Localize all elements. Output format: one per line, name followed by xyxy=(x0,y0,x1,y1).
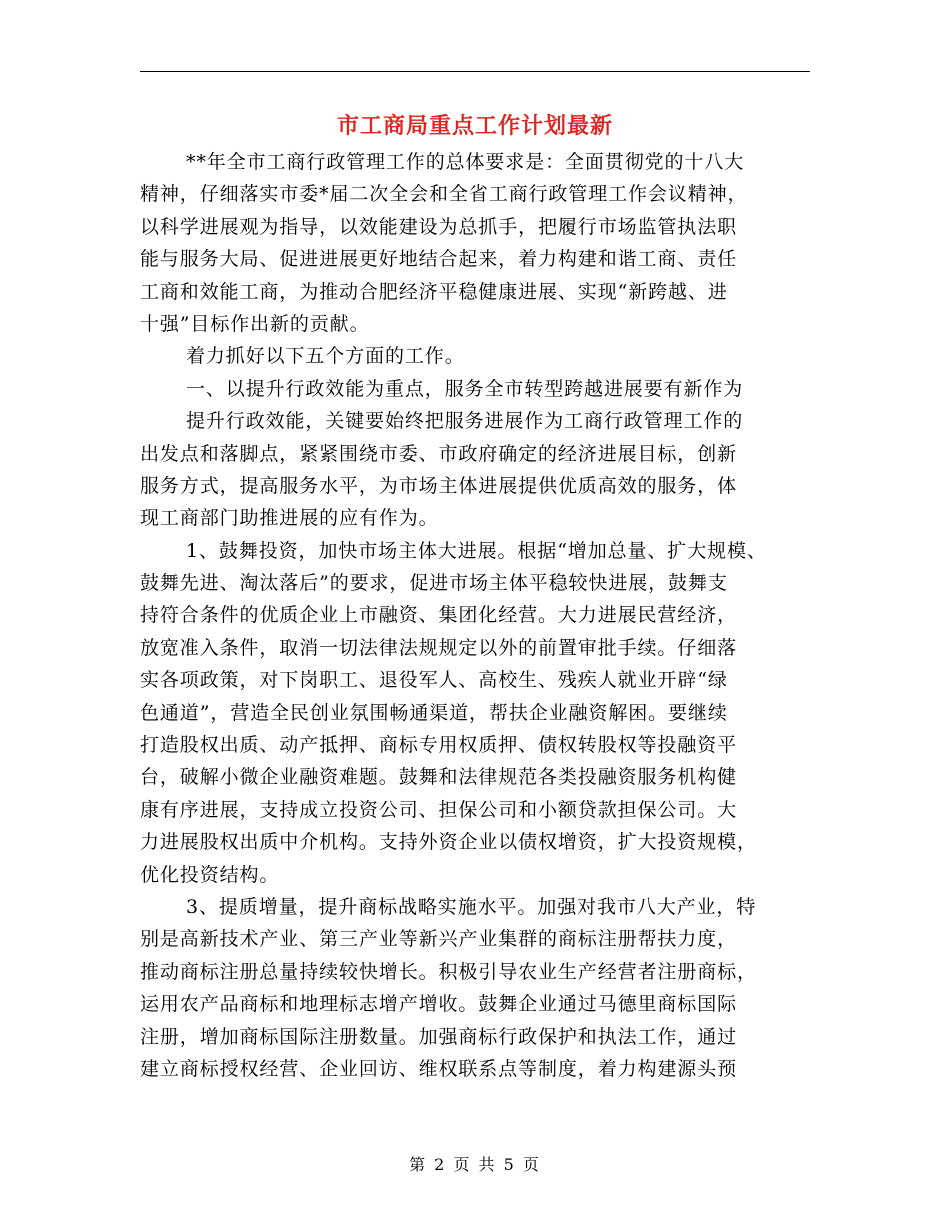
header-rule xyxy=(140,71,810,72)
body-line: 着力抓好以下五个方面的工作。 xyxy=(186,345,465,368)
body-line: 力进展股权出质中介机构。支持外资企业以债权增资，扩大投资规模， xyxy=(140,831,757,854)
body-line: 工商和效能工商，为推动合肥经济平稳健康进展、实现“新跨越、进 xyxy=(140,280,728,303)
body-line: 以科学进展观为指导，以效能建设为总抓手，把履行市场监管执法职 xyxy=(140,215,738,238)
body-line: 鼓舞先进、淘汰落后”的要求，促进市场主体平稳较快进展，鼓舞支 xyxy=(140,572,728,595)
body-line: 实各项政策，对下岗职工、退役军人、高校生、残疾人就业开辟“绿 xyxy=(140,669,728,692)
document-title: 市工商局重点工作计划最新 xyxy=(336,113,613,139)
body-line: 优化投资结构。 xyxy=(140,863,280,886)
body-line: 出发点和落脚点，紧紧围绕市委、市政府确定的经济进展目标，创新 xyxy=(140,442,738,465)
body-line: 能与服务大局、促进进展更好地结合起来，着力构建和谐工商、责任 xyxy=(140,248,738,271)
body-line: 台，破解小微企业融资难题。鼓舞和法律规范各类投融资服务机构健 xyxy=(140,766,738,789)
body-line: 3、提质增量，提升商标战略实施水平。加强对我市八大产业，特 xyxy=(186,895,757,918)
body-line: 建立商标授权经营、企业回访、维权联系点等制度，着力构建源头预 xyxy=(140,1057,738,1080)
body-line: 服务方式，提高服务水平，为市场主体进展提供优质高效的服务，体 xyxy=(140,474,738,497)
body-line: 运用农产品商标和地理标志增产增收。鼓舞企业通过马德里商标国际 xyxy=(140,993,738,1016)
body-line: 注册，增加商标国际注册数量。加强商标行政保护和执法工作，通过 xyxy=(140,1025,738,1048)
body-line: 现工商部门助推进展的应有作为。 xyxy=(140,507,439,530)
body-line: 提升行政效能，关键要始终把服务进展作为工商行政管理工作的 xyxy=(186,410,744,433)
body-line: 1、鼓舞投资，加快市场主体大进展。根据“增加总量、扩大规模、 xyxy=(186,539,767,562)
document-body xyxy=(140,146,810,1085)
body-line: 放宽准入条件，取消一切法律法规规定以外的前置审批手续。仔细落 xyxy=(140,636,738,659)
body-line: 持符合条件的优质企业上市融资、集团化经营。大力进展民营经济， xyxy=(140,604,738,627)
body-line: 康有序进展，支持成立投资公司、担保公司和小额贷款担保公司。大 xyxy=(140,798,738,821)
body-line: **年全市工商行政管理工作的总体要求是：全面贯彻党的十八大 xyxy=(186,151,745,173)
body-line: 打造股权出质、动产抵押、商标专用权质押、债权转股权等投融资平 xyxy=(140,734,738,757)
page-number: 第 2 页 共 5 页 xyxy=(409,1155,541,1174)
body-line: 推动商标注册总量持续较快增长。积极引导农业生产经营者注册商标， xyxy=(140,960,757,983)
body-line: 精神，仔细落实市委*届二次全会和全省工商行政管理工作会议精神， xyxy=(140,183,748,206)
body-line: 十强”目标作出新的贡献。 xyxy=(140,312,370,335)
body-line: 别是高新技术产业、第三产业等新兴产业集群的商标注册帮扶力度， xyxy=(140,928,738,951)
section-heading: 一、以提升行政效能为重点，服务全市转型跨越进展要有新作为 xyxy=(186,377,744,400)
body-line: 色通道”，营造全民创业氛围畅通渠道，帮扶企业融资解困。要继续 xyxy=(140,701,728,724)
